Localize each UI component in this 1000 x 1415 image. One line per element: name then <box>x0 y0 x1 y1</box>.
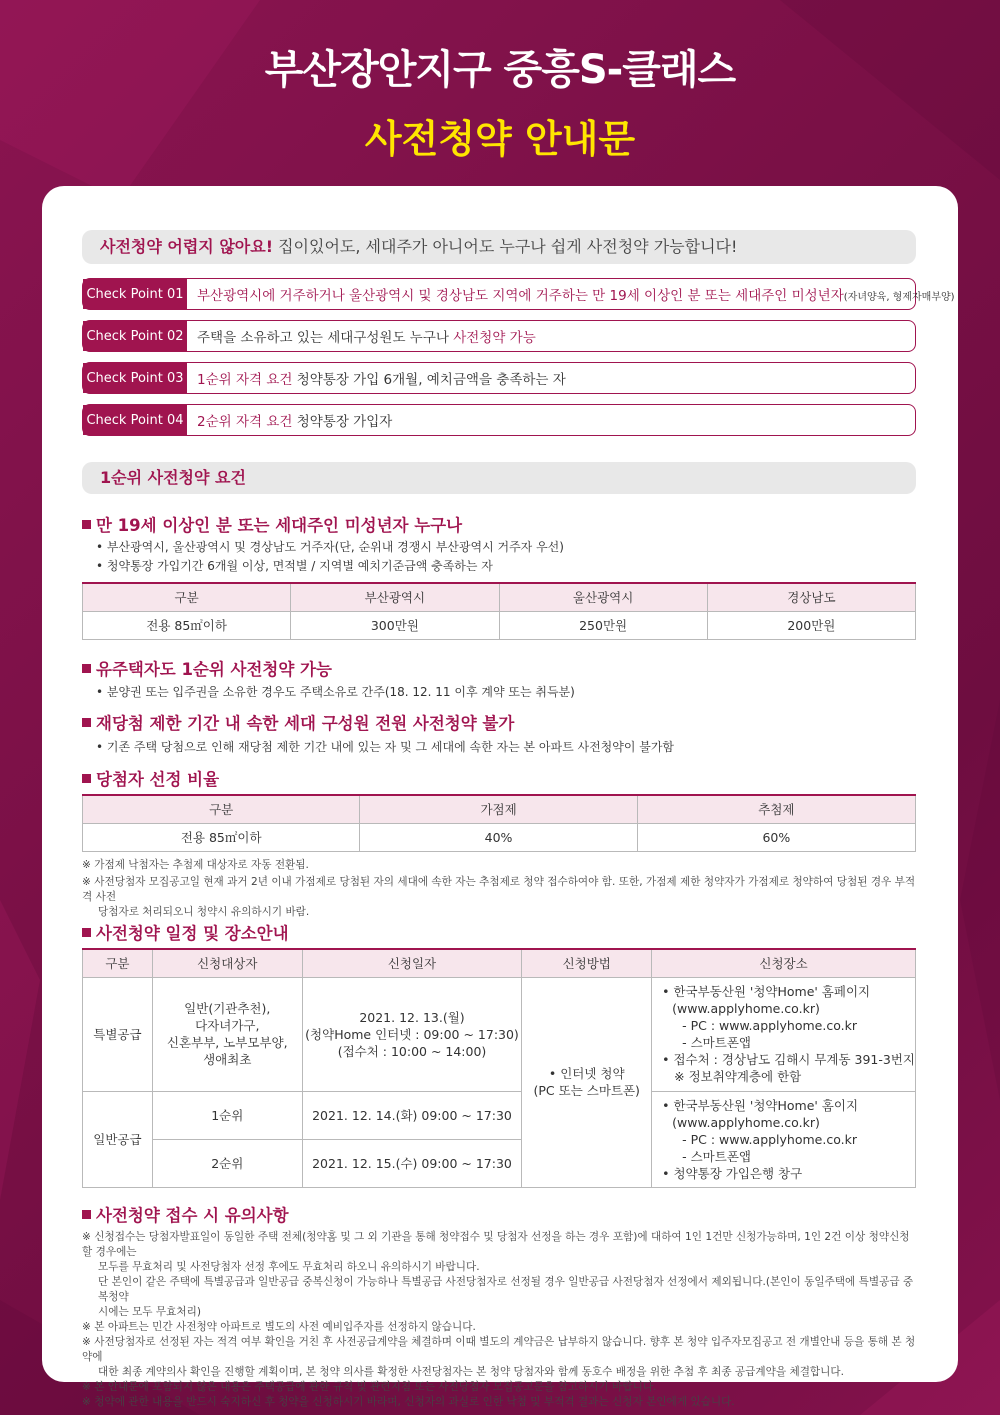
general-supply-label: 일반공급 <box>83 1091 153 1187</box>
general-place-line: • 청약통장 가입은행 창구 <box>662 1165 803 1181</box>
intro-banner-emphasis: 사전청약 어렵지 않아요! <box>100 237 273 256</box>
special-target <box>152 977 302 1091</box>
page-title: 부산장안지구 중흥S-클래스 <box>264 47 736 93</box>
general-date-1: 2021. 12. 14.(화) 09:00 ~ 17:30 <box>302 1091 522 1139</box>
special-place-line: - PC : www.applyhome.co.kr <box>682 1018 857 1033</box>
apply-method-line: (PC 또는 스마트폰) <box>533 1083 640 1098</box>
caution-note: ※ 청약에 관한 내용을 반드시 숙지하신 후 청약을 신청하시기 바라며, 신청자의 과실로 인한 낙첨 및 부적격 결과는 신청자 본인에게 있습니다. <box>82 1396 735 1408</box>
special-place-line: • 접수처 : 경상남도 김해시 무계동 391-3번지 <box>662 1052 915 1067</box>
deposit-cell-0: 전용 85㎡이하 <box>83 611 291 639</box>
caution-note: ※ 본 아파트는 민간 사전청약 아파트로 별도의 사전 예비입주자를 선정하지 않습니다. <box>82 1321 476 1333</box>
intro-banner <box>82 230 916 264</box>
special-place <box>652 977 916 1091</box>
deposit-table <box>82 582 916 640</box>
eligibility-bullet-2: • 청약통장 가입기간 6개월 이상, 면적별 / 지역별 예치기준금액 충족하는 자 <box>96 557 493 574</box>
special-date-line: 2021. 12. 13.(월) <box>359 1009 465 1025</box>
section-ratio-title: 당첨자 선정 비율 <box>82 766 219 790</box>
ratio-cell-1: 40% <box>360 823 637 851</box>
ratio-notes <box>82 858 918 920</box>
ratio-note-1: ※ 가점제 낙첨자는 추첨제 대상자로 자동 전환됨. <box>82 859 309 871</box>
checkpoint-03 <box>82 362 916 394</box>
section-homeowner-title: 유주택자도 1순위 사전청약 가능 <box>82 656 332 680</box>
special-date-line: (청약Home 인터넷 : 09:00 ~ 17:30) <box>305 1026 519 1042</box>
ratio-cell-2: 60% <box>637 823 915 851</box>
checkpoint-01-small: (자녀양육, 형제자매부양) <box>843 292 955 303</box>
special-target-line: 신혼부부, 노부모부양, <box>166 1035 288 1050</box>
checkpoint-03-tag: Check Point 03 <box>83 363 187 393</box>
homeowner-bullet: • 분양권 또는 입주권을 소유한 경우도 주택소유로 간주(18. 12. 11 이후 계약 또는 취득분) <box>96 683 575 700</box>
checkpoint-04-tag: Check Point 04 <box>83 405 187 435</box>
apply-method <box>522 977 652 1187</box>
caution-note: 시에는 모두 무효처리) <box>98 1306 201 1318</box>
schedule-header-3: 신청방법 <box>522 949 652 977</box>
checkpoint-04 <box>82 404 916 436</box>
special-place-line: ※ 정보취약계층에 한함 <box>674 1069 802 1084</box>
caution-note: 대한 최종 계약의사 확인을 진행할 계획이며, 본 청약 의사를 확정한 사전당첨자는 본 청약 당첨자와 함께 동호수 배정을 위한 추첨 후 최종 공급계약을 체결합니다. <box>98 1366 844 1378</box>
general-place <box>652 1091 916 1187</box>
deposit-cell-1: 300만원 <box>291 611 499 639</box>
special-supply-label: 특별공급 <box>83 977 153 1091</box>
special-date <box>302 977 522 1091</box>
checkpoint-01 <box>82 278 955 310</box>
caution-note: ※ 신청접수는 당첨자발표일이 동일한 주택 전체(청약홈 및 그 외 기관을 통해 청약접수 및 당첨자 선정을 하는 경우 포함)에 대하여 1인 1건만 신청가능하며, 1인 2건 이상 청약신청 할 경우에는 <box>82 1231 910 1258</box>
schedule-header-4: 신청장소 <box>652 949 916 977</box>
ratio-table <box>82 794 916 852</box>
schedule-header-1: 신청대상자 <box>152 949 302 977</box>
caution-note: 모두를 무효처리 및 사전당첨자 선정 후에도 무효처리 하오니 유의하시기 바랍니다. <box>98 1261 480 1273</box>
checkpoint-03-emphasis: 1순위 자격 요건 <box>197 372 293 388</box>
caution-note: ※ 사전당첨자로 선정된 자는 적격 여부 확인을 거친 후 사전공급계약을 체결하며 이때 별도의 계약금은 납부하지 않습니다. 향후 본 청약 입주자모집공고 전 개별안내 등을 통해 본 청약에 <box>82 1336 916 1363</box>
checkpoint-01-tag: Check Point 01 <box>83 279 187 309</box>
checkpoint-02-tag: Check Point 02 <box>83 321 187 351</box>
checkpoint-01-text: 부산광역시에 거주하거나 울산광역시 및 경상남도 지역에 거주하는 만 19세 이상인 분 또는 세대주인 미성년자 <box>197 288 844 304</box>
ratio-header-2: 추첨제 <box>637 795 915 823</box>
deposit-header-2: 울산광역시 <box>499 583 707 611</box>
special-target-line: 일반(기관추천), <box>184 1001 271 1016</box>
schedule-header-2: 신청일자 <box>302 949 522 977</box>
general-target-2: 2순위 <box>152 1139 302 1187</box>
special-place-line: - 스마트폰앱 <box>682 1035 751 1050</box>
ratio-note-2: ※ 사전당첨자 모집공고일 현재 과거 2년 이내 가점제로 당첨된 자의 세대에 속한 자는 추첨제로 청약 접수하여야 함. 또한, 가점제 제한 청약자가 가점제로 청약하여 당첨된 경우 부적격 사전 <box>82 876 916 903</box>
checkpoint-02-emphasis: 사전청약 가능 <box>453 330 536 346</box>
caution-note: 단 본인이 같은 주택에 특별공급과 일반공급 중복신청이 가능하나 특별공급 사전당첨자로 선정될 경우 일반공급 사전당첨자 선정에서 제외됩니다.(본인이 동일주택에 특별공급 중복청약 <box>98 1276 914 1303</box>
special-place-line: • 한국부동산원 '청약Home' 홈페이지 <box>662 984 871 999</box>
deposit-header-0: 구분 <box>83 583 291 611</box>
special-target-line: 생애최초 <box>203 1052 252 1067</box>
intro-banner-text: 집이있어도, 세대주가 아니어도 누구나 쉽게 사전청약 가능합니다! <box>273 237 738 256</box>
deposit-cell-2: 250만원 <box>499 611 707 639</box>
ratio-header-1: 가점제 <box>360 795 637 823</box>
general-date-2: 2021. 12. 15.(수) 09:00 ~ 17:30 <box>302 1139 522 1187</box>
special-date-line: (접수처 : 10:00 ~ 14:00) <box>337 1043 487 1059</box>
general-place-line: - PC : www.applyhome.co.kr <box>682 1131 857 1147</box>
section-schedule-title: 사전청약 일정 및 장소안내 <box>82 920 289 944</box>
page-subtitle: 사전청약 안내문 <box>364 117 636 161</box>
ratio-header-0: 구분 <box>83 795 360 823</box>
general-place-line: • 한국부동산원 '청약Home' 홈이지 <box>662 1097 859 1113</box>
deposit-header-3: 경상남도 <box>707 583 915 611</box>
eligibility-bullet-1: • 부산광역시, 울산광역시 및 경상남도 거주자(단, 순위내 경쟁시 부산광역시 거주자 우선) <box>96 538 564 555</box>
requirements-banner: 1순위 사전청약 요건 <box>82 462 916 494</box>
restriction-bullet: • 기존 주택 당첨으로 인해 재당첨 제한 기간 내에 있는 자 및 그 세대에 속한 자는 본 아파트 사전청약이 불가함 <box>96 738 674 755</box>
checkpoint-02-text: 주택을 소유하고 있는 세대구성원도 누구나 <box>197 330 454 346</box>
apply-method-line: • 인터넷 청약 <box>548 1066 625 1081</box>
special-target-line: 다자녀가구, <box>195 1018 260 1033</box>
general-target-1: 1순위 <box>152 1091 302 1139</box>
section-eligibility-title: 만 19세 이상인 분 또는 세대주인 미성년자 누구나 <box>82 512 462 536</box>
caution-notes <box>82 1230 918 1410</box>
general-place-line: - 스마트폰앱 <box>682 1148 751 1164</box>
content-card <box>42 186 958 1408</box>
deposit-cell-3: 200만원 <box>707 611 915 639</box>
section-restriction-title: 재당첨 제한 기간 내 속한 세대 구성원 전원 사전청약 불가 <box>82 710 514 734</box>
checkpoint-03-text: 청약통장 가입 6개월, 예치금액을 충족하는 자 <box>292 372 566 388</box>
checkpoint-02 <box>82 320 916 352</box>
deposit-header-1: 부산광역시 <box>291 583 499 611</box>
checkpoint-04-emphasis: 2순위 자격 요건 <box>197 414 293 430</box>
checkpoint-04-text: 청약통장 가입자 <box>292 414 393 430</box>
general-place-line: (www.applyhome.co.kr) <box>672 1114 820 1130</box>
special-place-line: (www.applyhome.co.kr) <box>672 1001 820 1016</box>
ratio-note-3: 당첨자로 처리되오니 청약시 유의하시기 바람. <box>98 906 310 918</box>
ratio-cell-0: 전용 85㎡이하 <box>83 823 360 851</box>
caution-note: ※ 본 안내문에 포함되지 않은 내용은 주택공급에 관한 규칙 및 관련지침 또는 사전당첨자 모집공고문을 참고하시기 바랍니다. <box>82 1381 657 1393</box>
schedule-header-0: 구분 <box>83 949 153 977</box>
schedule-table <box>82 948 916 1188</box>
section-caution-title: 사전청약 접수 시 유의사항 <box>82 1202 289 1226</box>
